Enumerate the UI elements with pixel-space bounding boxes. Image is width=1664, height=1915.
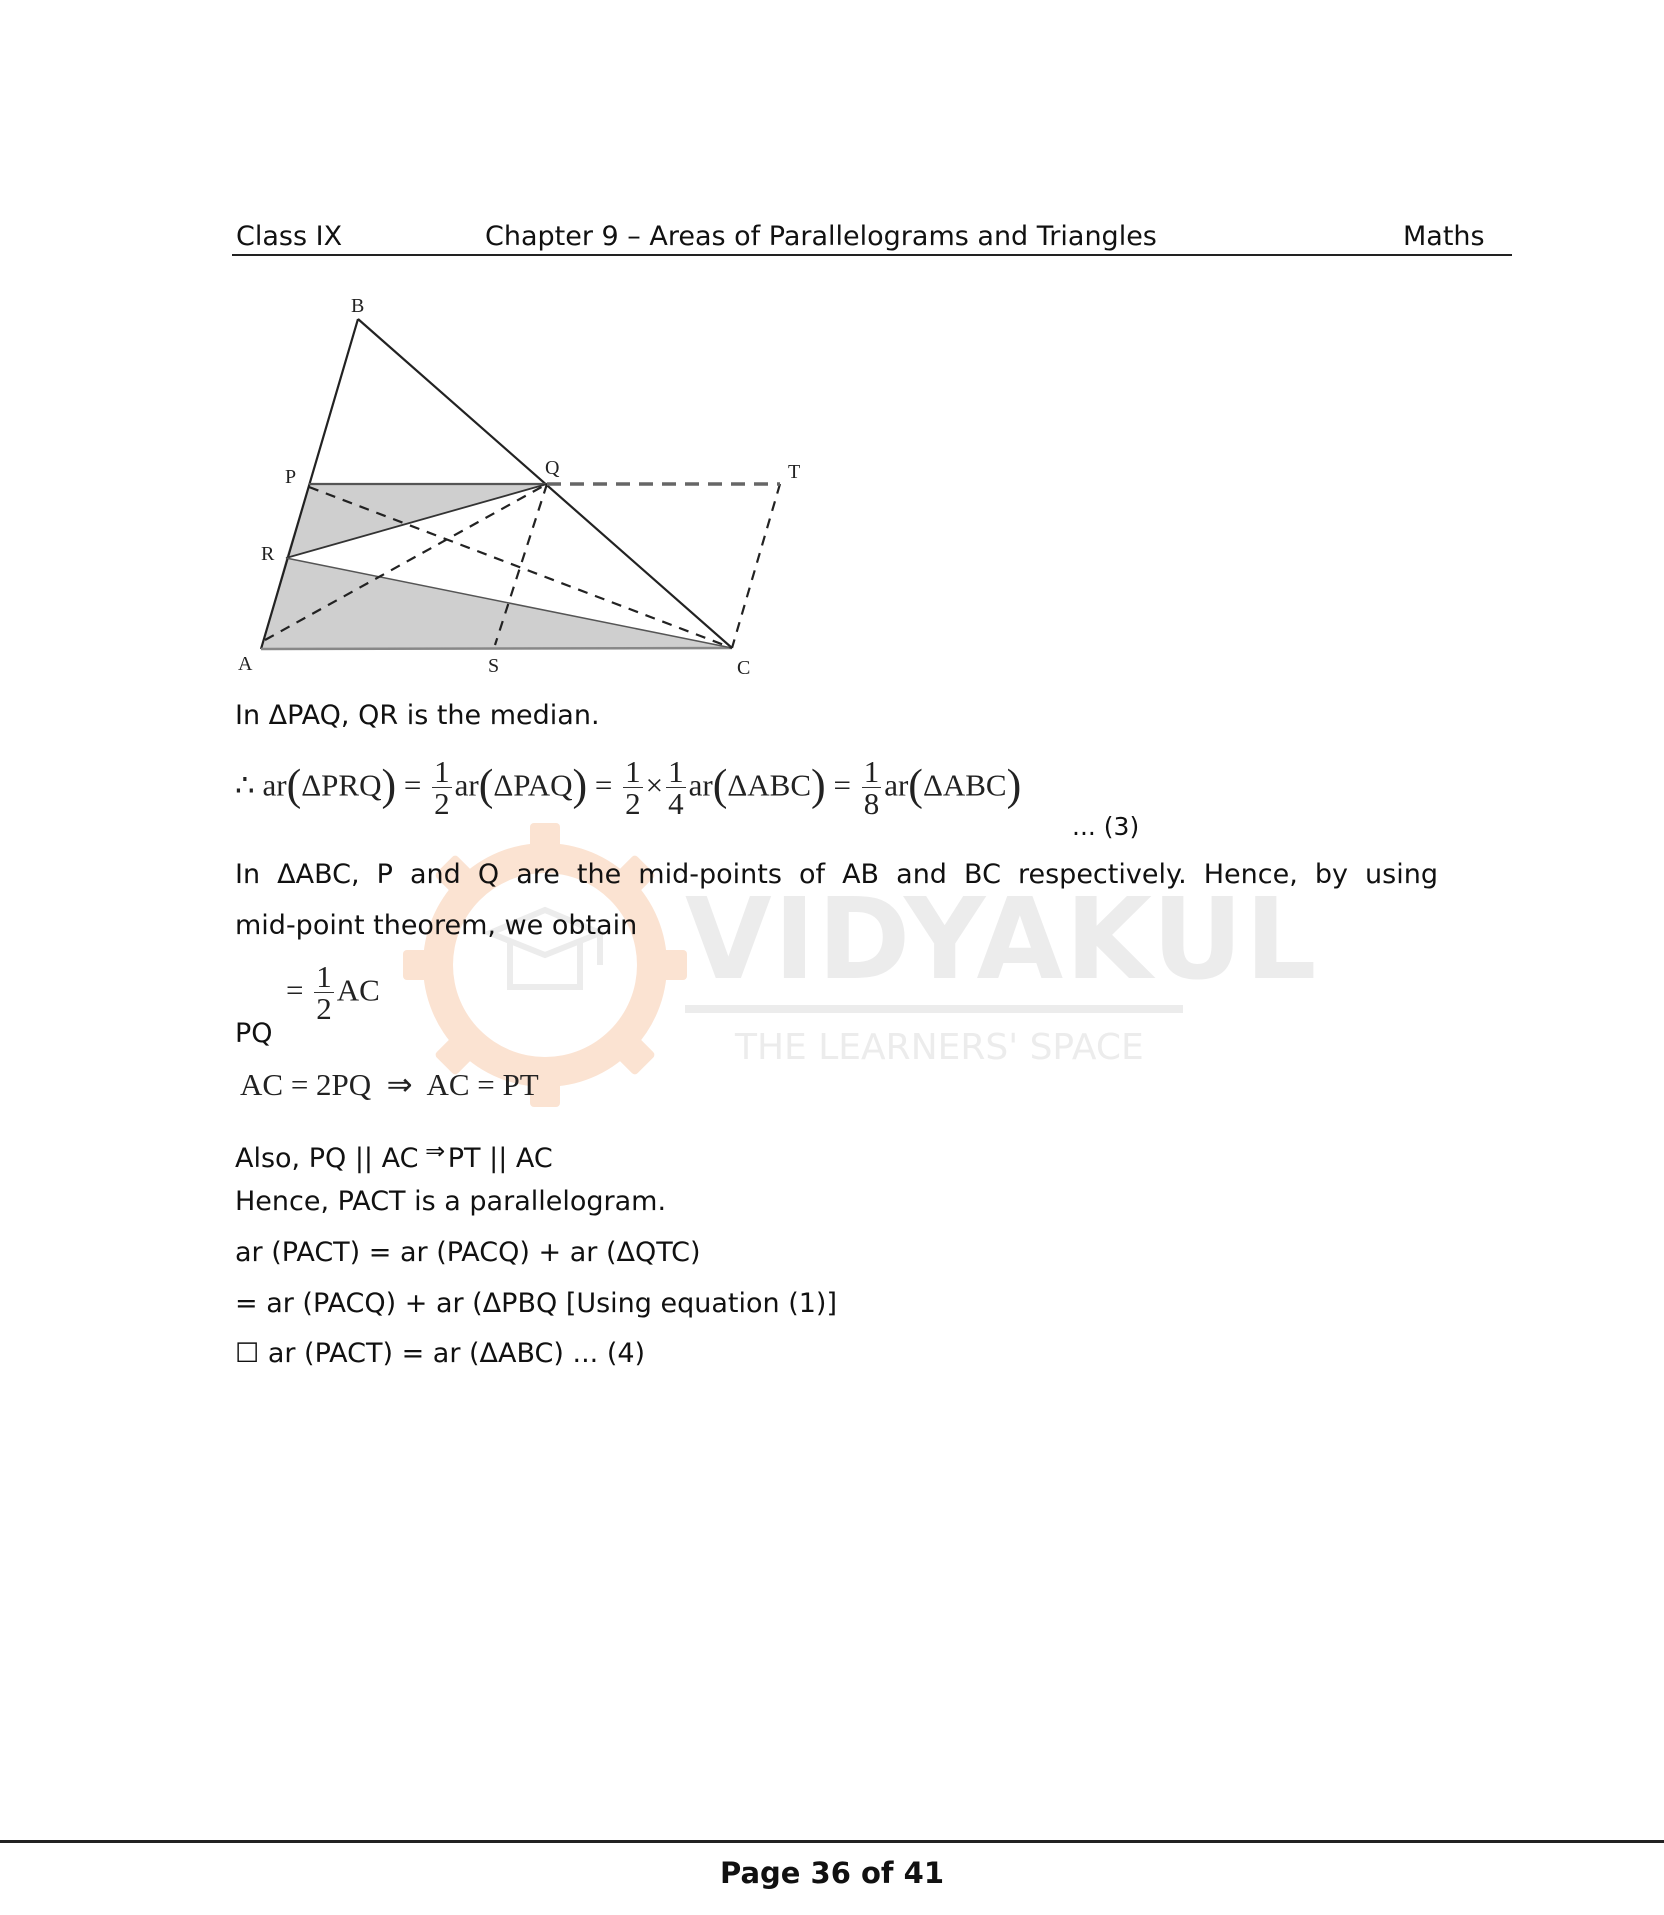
label-b: B [351, 295, 365, 317]
eq-equals: = [286, 972, 304, 1008]
paragraph-line-1: In ΔABC, P and Q are the mid-points of AB and BC respectively. Hence, by using [235, 859, 1438, 890]
times-symbol: × [645, 767, 664, 803]
watermark-brand: VIDYAKUL [685, 875, 1319, 1005]
eq-ar: ar [688, 767, 713, 803]
label-r: R [261, 543, 275, 565]
area-line-2: = ar (PACQ) + ar (ΔPBQ [Using equation (1)] [235, 1288, 838, 1319]
area-line-1: ar (PACT) = ar (PACQ) + ar (ΔQTC) [235, 1237, 701, 1268]
parallelogram-statement: Hence, PACT is a parallelogram. [235, 1186, 667, 1217]
therefore-symbol: ∴ [235, 767, 255, 803]
eq-equals: = [594, 767, 613, 803]
missing-glyph-box-icon: ☐ [235, 1338, 260, 1369]
paragraph-line-2: mid-point theorem, we obtain [235, 910, 638, 941]
header-class: Class IX [236, 221, 343, 252]
triangle-diagram [0, 0, 900, 700]
label-t: T [788, 461, 801, 483]
label-s: S [488, 655, 500, 677]
header-chapter-title: Chapter 9 – Areas of Parallelograms and Triangles [485, 221, 1157, 252]
label-q: Q [545, 457, 560, 479]
eq-ar: ar [262, 767, 287, 803]
eq-ar: ar [454, 767, 479, 803]
also-line [235, 1135, 553, 1175]
text-median-statement: In ΔPAQ, QR is the median. [235, 700, 600, 731]
ac-equation: AC = 2PQ ⇒ AC = PT [240, 1067, 539, 1102]
label-c: C [737, 657, 751, 679]
eq-triangle: ΔABC [922, 767, 1007, 803]
footer-rule [0, 1840, 1664, 1843]
label-p: P [285, 466, 297, 488]
page-number: Page 36 of 41 [719, 1856, 944, 1890]
fraction: $\frac{1}{4}$ [668, 754, 684, 821]
equation-3-tag: ... (3) [1072, 812, 1140, 841]
eq-triangle: ΔPRQ [301, 767, 382, 803]
watermark-tagline: THE LEARNERS' SPACE [735, 1027, 1144, 1068]
also-text-1: Also, PQ || AC [235, 1143, 419, 1174]
watermark-underline [685, 1005, 1183, 1013]
implies-arrow-icon: ⇒ [425, 1137, 446, 1165]
area-line-3 [235, 1338, 645, 1370]
eq-triangle: ΔPAQ [493, 767, 573, 803]
also-text-2: PT || AC [447, 1143, 553, 1174]
area-line-3-text: ar (PACT) = ar (ΔABC) ... (4) [267, 1338, 646, 1369]
pq-rhs: AC [336, 972, 380, 1008]
eq-equals: = [403, 767, 422, 803]
pq-label: PQ [235, 1018, 273, 1049]
equation-3: ∴ ar(ΔPRQ) = $\frac{1}{2}$ ar(ΔPAQ) = $\frac{1}{2}$ × $\frac{1}{4}$ ar(ΔABC) = $\frac{1}{8}$ ar(ΔABC) [235, 754, 1022, 821]
eq-triangle: ΔABC [727, 767, 812, 803]
eq-equals: = [833, 767, 851, 803]
fraction: $\frac{1}{2}$ [625, 754, 641, 821]
header-subject: Maths [1403, 221, 1485, 252]
label-a: A [238, 653, 253, 675]
fraction: $\frac{1}{2}$ [434, 754, 450, 821]
fraction: $\frac{1}{2}$ [316, 959, 332, 1026]
eq-ar: ar [884, 767, 909, 803]
pq-equation [286, 959, 380, 1026]
fraction: $\frac{1}{8}$ [863, 754, 880, 821]
